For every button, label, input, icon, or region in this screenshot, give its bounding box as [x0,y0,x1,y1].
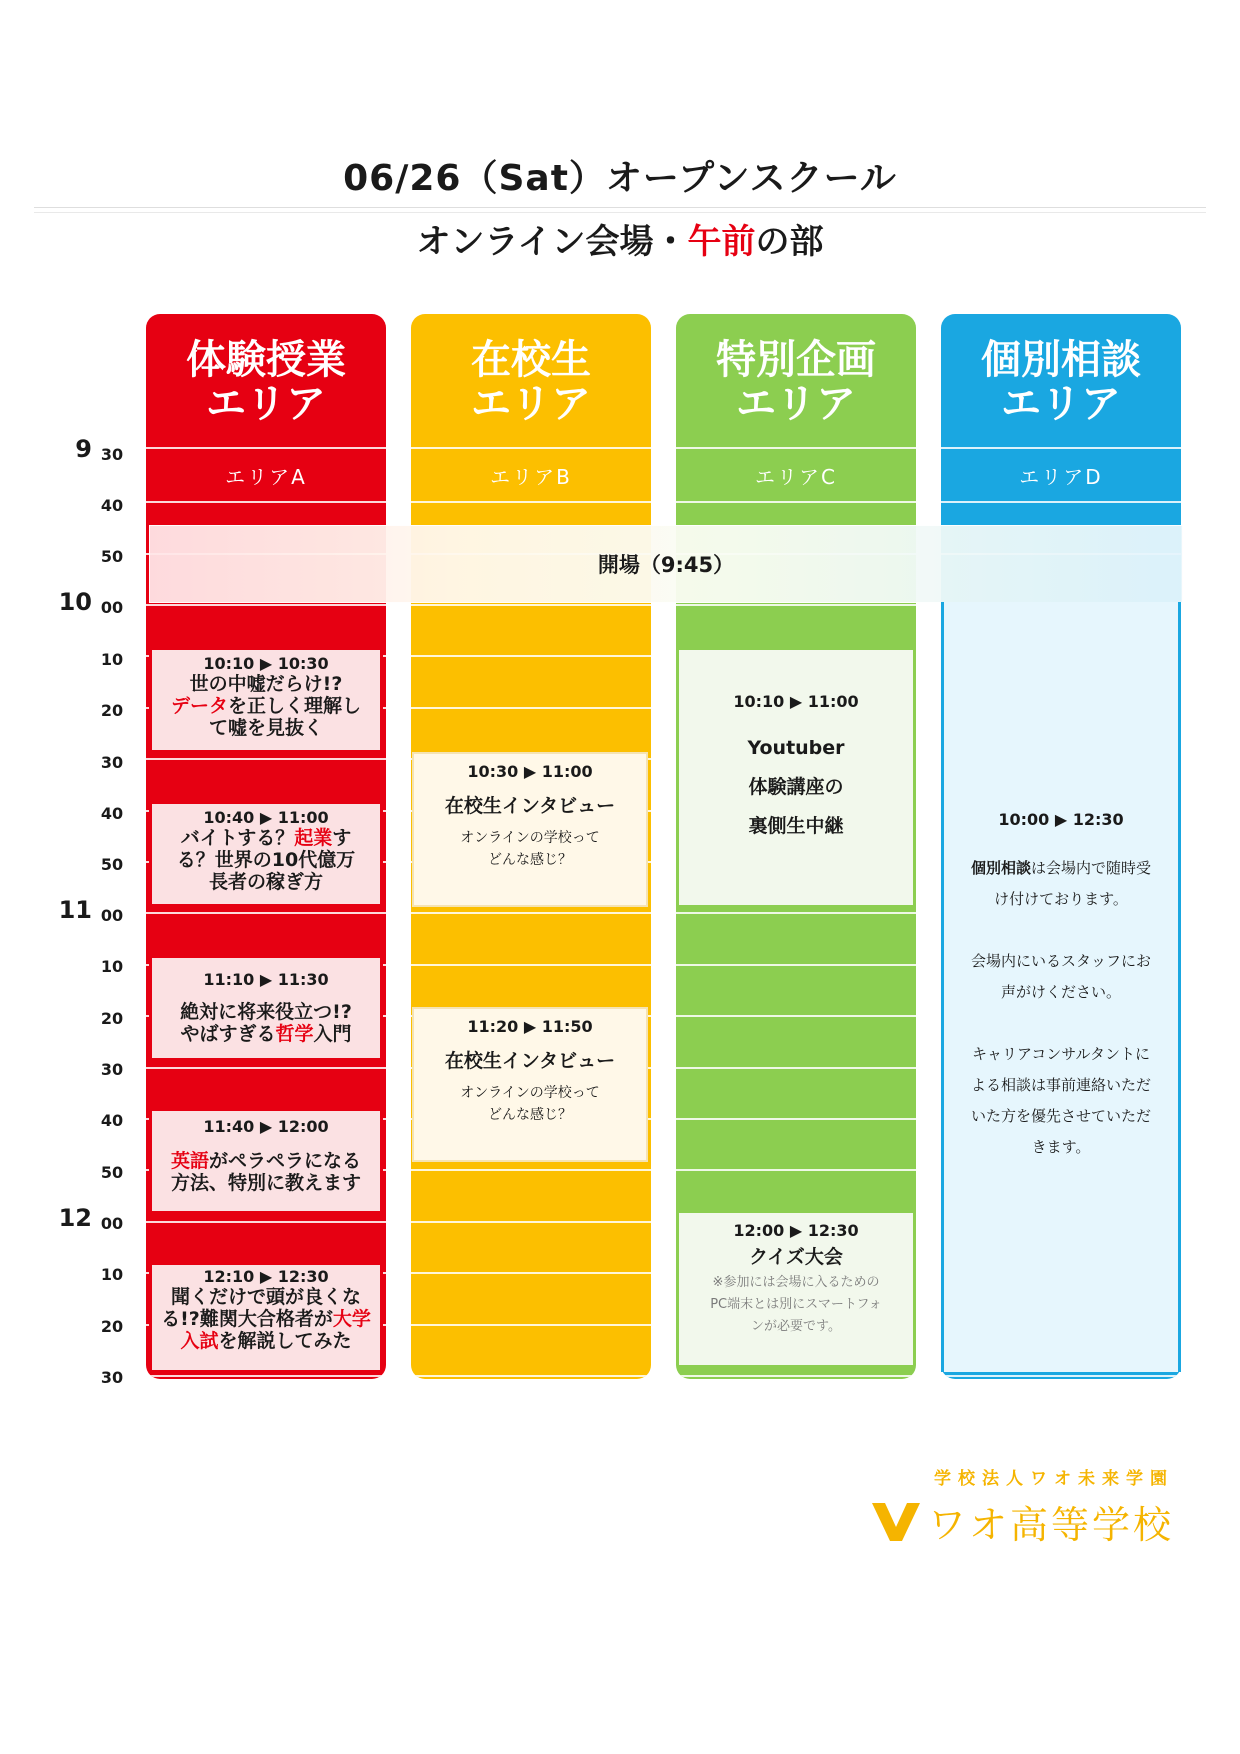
grid-line [146,1067,386,1069]
time-min: 40 [100,804,124,823]
event-card [676,1213,916,1365]
event-title: 在校生インタビュー [444,1050,616,1072]
grid-line [411,964,651,966]
column-header-line2: エリア [206,381,326,427]
grid-line [676,964,916,966]
grid-line [411,1272,651,1274]
column-header-line1: 体験授業 [186,337,346,383]
event-note-line: どんな感じ？ [488,852,572,868]
event-card [412,1007,648,1162]
event-card [941,602,1181,1372]
column-header [676,314,916,446]
event-note-line: け付けております。 [994,890,1128,908]
logo-main [872,1494,1174,1549]
grid-line [411,447,651,449]
event-title-highlight: 哲学 [275,1023,314,1045]
time-min: 00 [100,598,124,617]
grid-line [411,604,651,606]
event-title-text: す [332,827,352,849]
column-header-line2: エリア [1001,381,1121,427]
event-title-line: 絶対に将来役立つ!? [180,1001,352,1023]
grid-line [676,1118,916,1120]
event-title-line: 裏側生中継 [748,815,844,837]
event-note-line [954,853,1168,884]
grid-line [411,655,651,657]
event-card [149,958,383,1058]
event-note-line: きます。 [1031,1138,1091,1156]
event-title-text: る!?難関大合格者が [161,1308,333,1330]
page-title: 06/26（Sat）オープンスクール [343,158,897,199]
event-title [679,729,913,846]
event-title [152,673,380,739]
event-title-line [152,827,380,849]
grid-line [146,1221,386,1223]
event-title-line: 体験講座の [748,776,844,798]
event-note-line: いた方を優先させていただ [970,1107,1151,1125]
event-note-line: オンラインの学校って [460,1085,600,1101]
event-title-line: 長者の稼ぎ方 [208,871,323,893]
grid-line [411,1375,651,1377]
event-title-line [152,1308,380,1330]
event-note [679,1272,913,1338]
event-time: 11:20 ▶ 11:50 [467,1017,593,1036]
event-note-bold: 個別相談 [970,859,1031,877]
event-title-highlight: 入試 [180,1330,219,1352]
event-title-highlight: 英語 [170,1150,209,1172]
area-label: エリアA [225,464,307,489]
event-card [149,1265,383,1370]
time-min: 30 [100,1368,124,1387]
time-min: 40 [100,1111,124,1130]
time-min: 20 [100,1317,124,1336]
event-title-line [152,1023,380,1045]
event-time: 10:10 ▶ 10:30 [203,654,329,673]
event-card [149,804,383,904]
grid-line [146,501,386,503]
event-card [149,1111,383,1211]
event-note-text: は会場内で随時受 [1031,859,1152,877]
event-note [414,1082,646,1126]
event-title-highlight: 大学 [332,1308,371,1330]
event-time: 11:10 ▶ 11:30 [203,970,329,989]
event-note-line: キャリアコンサルタントに [972,1045,1150,1063]
time-min: 40 [100,496,124,515]
grid-line [411,707,651,709]
event-title [152,1001,380,1045]
time-min: 10 [100,650,124,669]
grid-line [676,1169,916,1171]
grid-line [941,1375,1181,1377]
time-hour-9: 9 [75,435,92,463]
event-note-line: オンラインの学校って [460,830,600,846]
event-note-spacer [954,1008,1168,1039]
title-divider [34,207,1206,213]
grid-line [146,604,386,606]
event-title-text: がペラペラになる [209,1150,362,1172]
event-title-line [152,1150,380,1172]
event-time: 11:40 ▶ 12:00 [203,1117,329,1136]
event-time: 10:40 ▶ 11:00 [203,808,329,827]
event-title-line: る？世界の10代億万 [176,849,356,871]
event-title-line: 方法、特別に教えます [170,1172,361,1194]
event-note-line: よる相談は事前連絡いただ [970,1076,1151,1094]
subtitle-highlight: 午前 [687,222,756,262]
opening-notice: 開場（9:45） [149,525,1183,603]
grid-line [411,501,651,503]
column-header-line1: 在校生 [471,337,591,383]
column-header-line1: 特別企画 [716,337,876,383]
event-note-line: PC端末とは別にスマートフォ [710,1297,882,1312]
time-hour-12: 12 [58,1204,92,1232]
event-note-line: ※参加には会場に入るための [712,1275,880,1290]
grid-line [411,912,651,914]
event-note-line: どんな感じ？ [488,1107,572,1123]
time-hour-10: 10 [58,588,92,616]
time-min: 50 [100,1163,124,1182]
event-note-spacer [954,915,1168,946]
page-subtitle [0,214,1240,263]
grid-line [146,912,386,914]
event-card [676,650,916,905]
wao-mark-icon [872,1503,920,1541]
area-label: エリアC [755,464,837,489]
area-label: エリアD [1019,464,1103,489]
event-title-highlight: 起業 [294,827,333,849]
event-title-text: 入門 [313,1023,352,1045]
event-note-line: 会場内にいるスタッフにお [970,952,1151,970]
time-min: 30 [100,1060,124,1079]
event-title [152,827,380,893]
event-note [954,853,1168,1163]
event-time: 10:30 ▶ 11:00 [467,762,593,781]
grid-line [146,1375,386,1377]
column-header-line2: エリア [736,381,856,427]
event-title-highlight: データ [170,695,228,717]
event-title-text: バイトする？ [180,827,295,849]
event-time: 12:10 ▶ 12:30 [203,1267,329,1286]
grid-line [941,501,1181,503]
time-min: 30 [100,445,124,464]
grid-line [676,1375,916,1377]
event-title-line: Youtuber [747,737,845,759]
grid-line [146,447,386,449]
event-card [149,650,383,750]
grid-line [411,1324,651,1326]
event-title: クイズ大会 [749,1246,843,1268]
event-title-text: やばすぎる [180,1023,276,1045]
grid-line [676,501,916,503]
column-header [411,314,651,446]
time-min: 20 [100,1009,124,1028]
event-title [152,1150,380,1194]
event-title: 在校生インタビュー [444,795,616,817]
time-min: 50 [100,547,124,566]
grid-line [411,1169,651,1171]
time-min: 50 [100,855,124,874]
event-time: 12:00 ▶ 12:30 [733,1221,859,1240]
area-label: エリアB [490,464,572,489]
event-title-line: 世の中嘘だらけ!? [189,673,343,695]
time-min: 10 [100,957,124,976]
event-title-line: 聞くだけで頭が良くな [170,1286,361,1308]
event-title-line [152,695,380,717]
grid-line [676,447,916,449]
event-title [152,1286,380,1352]
time-min: 30 [100,753,124,772]
logo-school-name: ワオ高等学校 [927,1503,1174,1547]
subtitle-suffix: の部 [755,222,824,262]
time-min: 10 [100,1265,124,1284]
grid-line [676,1067,916,1069]
column-header-line2: エリア [471,381,591,427]
time-min: 20 [100,701,124,720]
event-note-line: 声がけください。 [1000,983,1121,1001]
event-note-line: ンが必要です。 [751,1319,841,1334]
event-note [414,827,646,871]
event-title-line [152,1330,380,1352]
subtitle-text: オンライン会場・ [416,222,688,262]
grid-line [676,912,916,914]
event-card [412,752,648,907]
event-time: 10:00 ▶ 12:30 [998,810,1124,829]
event-title-text: を解説してみた [218,1330,352,1352]
column-header [941,314,1181,446]
column-header [146,314,386,446]
time-min: 00 [100,906,124,925]
event-title-line: て嘘を見抜く [208,717,323,739]
logo-corporation-name: 学校法人ワオ未来学園 [934,1469,1174,1489]
grid-line [411,1221,651,1223]
grid-line [676,1015,916,1017]
event-time: 10:10 ▶ 11:00 [733,692,859,711]
school-logo [834,1464,1174,1547]
grid-line [146,758,386,760]
event-title-text: を正しく理解し [228,695,362,717]
time-hour-11: 11 [58,896,92,924]
time-min: 00 [100,1214,124,1233]
grid-line [676,604,916,606]
grid-line [941,447,1181,449]
column-header-line1: 個別相談 [981,337,1141,383]
